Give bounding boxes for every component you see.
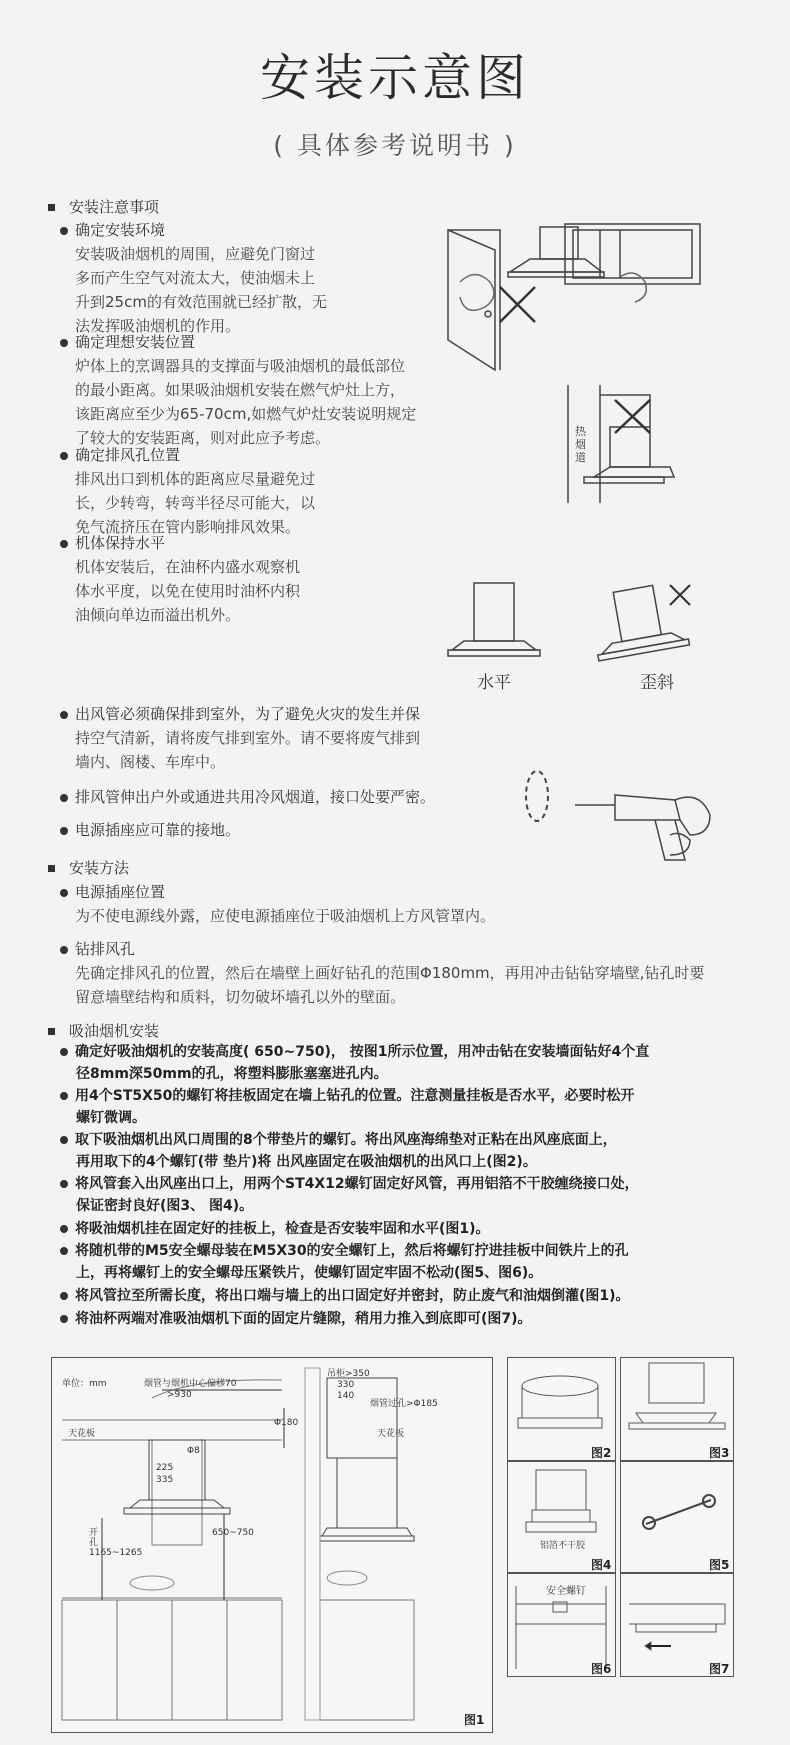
- square-bullet-icon: [48, 204, 55, 211]
- screw-label: 安全螺钉: [546, 1586, 586, 1597]
- bullet-icon: [60, 1225, 68, 1233]
- figure-7-label: 图7: [709, 1662, 730, 1676]
- step-5: 将吸油烟机挂在固定好的挂板上，检查是否安装牢固和水平(图1)。: [60, 1218, 750, 1240]
- step-2: 用4个ST5X50的螺钉将挂板固定在墙上钻孔的位置。注意测量挂板是否水平，必要时松开 螺钉微调。: [60, 1085, 750, 1129]
- note-level: 机体保持水平 机体安装后，在油杯内盛水观察机 体水平度，以免在使用时油杯内积 油倾向单边而溢出机外。: [60, 531, 420, 627]
- offset-label: 烟管与烟机中心偏移70: [144, 1379, 237, 1389]
- ceiling-label-1: 天花板: [68, 1429, 96, 1439]
- figure-4: [507, 1461, 616, 1573]
- step-7: 将风管拉至所需长度，将出口端与墙上的出口固定好并密封，防止废气和油烟倒灌(图1)。: [60, 1285, 750, 1307]
- figure-1: [51, 1357, 493, 1733]
- figure-4-label: 图4: [591, 1558, 612, 1572]
- square-bullet-icon: [48, 1028, 55, 1035]
- bullet-icon: [60, 1315, 68, 1323]
- phi180-label: Φ180: [274, 1418, 299, 1428]
- tilt-label: 歪斜: [640, 673, 674, 693]
- figure-2: [507, 1357, 616, 1461]
- bullet-icon: [60, 889, 68, 897]
- bullet-icon: [60, 946, 68, 954]
- step-1: 确定好吸油烟机的安装高度( 650~750)， 按图1所示位置，用冲击钻在安装墙面钻好4个直 径8mm深50mm的孔，将塑料膨胀塞塞进孔内。: [60, 1041, 750, 1085]
- bullet-icon: [60, 1180, 68, 1188]
- figure-3-label: 图3: [709, 1446, 730, 1460]
- dim-140-label: 140: [337, 1391, 355, 1401]
- environment-illustration: [440, 222, 710, 372]
- hang-label: 吊柜>350: [327, 1369, 370, 1379]
- dim-330-label: 330: [337, 1380, 355, 1390]
- foil-label: 铝箔不干胶: [540, 1541, 586, 1551]
- square-bullet-icon: [48, 865, 55, 872]
- level-illustration: [440, 580, 730, 670]
- figure-5-label: 图5: [709, 1558, 730, 1572]
- bullet-icon: [60, 339, 68, 347]
- figure-7: [620, 1573, 734, 1677]
- hole-height-label: 开孔1165~1265: [89, 1528, 143, 1558]
- bullet-icon: [60, 1092, 68, 1100]
- note-duct-seal: 排风管伸出户外或通进共用冷风烟道，接口处要严密。: [60, 785, 490, 809]
- page-subtitle: ( 具体参考说明书 ): [273, 131, 517, 160]
- unit-label: 单位：mm: [62, 1379, 107, 1389]
- dim-335-label: 335: [156, 1475, 174, 1485]
- figure-1-label: 图1: [464, 1713, 485, 1727]
- method-socket: 电源插座位置 为不使电源线外露，应使电源插座位于吸油烟机上方风管罩内。: [60, 880, 750, 928]
- bullet-icon: [60, 827, 68, 835]
- figure-6-label: 图6: [591, 1662, 612, 1676]
- phi8-label: Φ8: [187, 1446, 200, 1456]
- drill-illustration: [515, 760, 730, 870]
- pipe-label: 烟管过孔>Φ185: [370, 1399, 438, 1409]
- flue-label: 热烟道: [575, 425, 586, 464]
- figure-5: [620, 1461, 734, 1573]
- dim-930-label: >930: [167, 1390, 192, 1400]
- figure-2-label: 图2: [591, 1446, 612, 1460]
- bullet-icon: [60, 1292, 68, 1300]
- note-grounding: 电源插座应可靠的接地。: [60, 818, 360, 842]
- method-drill: 钻排风孔 先确定排风孔的位置，然后在墙壁上画好钻孔的范围Φ180mm，再用冲击钻钻穿墙壁,钻孔时要 留意墙壁结构和质料，切勿破坏墙孔以外的壁面。: [60, 937, 760, 1009]
- step-3: 取下吸油烟机出风口周围的8个带垫片的螺钉。将出风座海绵垫对正粘在出风座底面上， 再用取下的4个螺钉(带 垫片)将 出风座固定在吸油烟机的出风口上(图2)。: [60, 1129, 750, 1173]
- step-4: 将风管套入出风座出口上，用两个ST4X12螺钉固定好风管，再用铝箔不干胶缠绕接口处， 保证密封良好(图3、 图4)。: [60, 1173, 750, 1217]
- note-exhaust-hole: 确定排风孔位置 排风出口到机体的距离应尽量避免过 长，少转弯，转弯半径尽可能大，以 免气流挤压在管内影响排风效果。: [60, 443, 420, 539]
- bullet-icon: [60, 1136, 68, 1144]
- bullet-icon: [60, 794, 68, 802]
- dim-225-label: 225: [156, 1463, 174, 1473]
- page-title: 安装示意图: [260, 49, 530, 107]
- figure-6: [507, 1573, 616, 1677]
- figure-1-diagram: [52, 1358, 492, 1732]
- note-ideal-position: 确定理想安装位置 炉体上的烹调器具的支撑面与吸油烟机的最低部位 的最小距离。如果吸油烟机安装在燃气炉灶上方， 该距离应至少为65-70cm,如燃气炉灶安装说明规定 了较大的安装距离，则对此应予考虑。: [60, 330, 460, 450]
- bullet-icon: [60, 227, 68, 235]
- step-8: 将油杯两端对准吸油烟机下面的固定片缝隙，稍用力推入到底即可(图7)。: [60, 1308, 750, 1330]
- ceiling-label-2: 天花板: [377, 1429, 405, 1439]
- dim-650-label: 650~750: [212, 1528, 254, 1538]
- bullet-icon: [60, 540, 68, 548]
- note-environment: 确定安装环境 安装吸油烟机的周围，应避免门窗过 多而产生空气对流太大，使油烟未上 升到25cm的有效范围就已经扩散，无 法发挥吸油烟机的作用。: [60, 218, 420, 338]
- bullet-icon: [60, 452, 68, 460]
- bullet-icon: [60, 711, 68, 719]
- step-6: 将随机带的M5安全螺母装在M5X30的安全螺钉上，然后将螺钉拧进挂板中间铁片上的孔 上，再将螺钉上的安全螺母压紧铁片，使螺钉固定牢固不松动(图5、图6)。: [60, 1240, 750, 1284]
- bullet-icon: [60, 1048, 68, 1056]
- level-label: 水平: [477, 673, 511, 693]
- section-heading-methods: 安装方法: [48, 857, 129, 878]
- section-heading-hood-install: 吸油烟机安装: [48, 1020, 159, 1041]
- note-outdoor-duct: 出风管必须确保排到室外，为了避免火灾的发生并保 持空气清新，请将废气排到室外。请不要将废气排到 墙内、阁楼、车库中。: [60, 702, 480, 774]
- figure-3: [620, 1357, 734, 1461]
- section-heading-notes: 安装注意事项: [48, 196, 159, 217]
- bullet-icon: [60, 1247, 68, 1255]
